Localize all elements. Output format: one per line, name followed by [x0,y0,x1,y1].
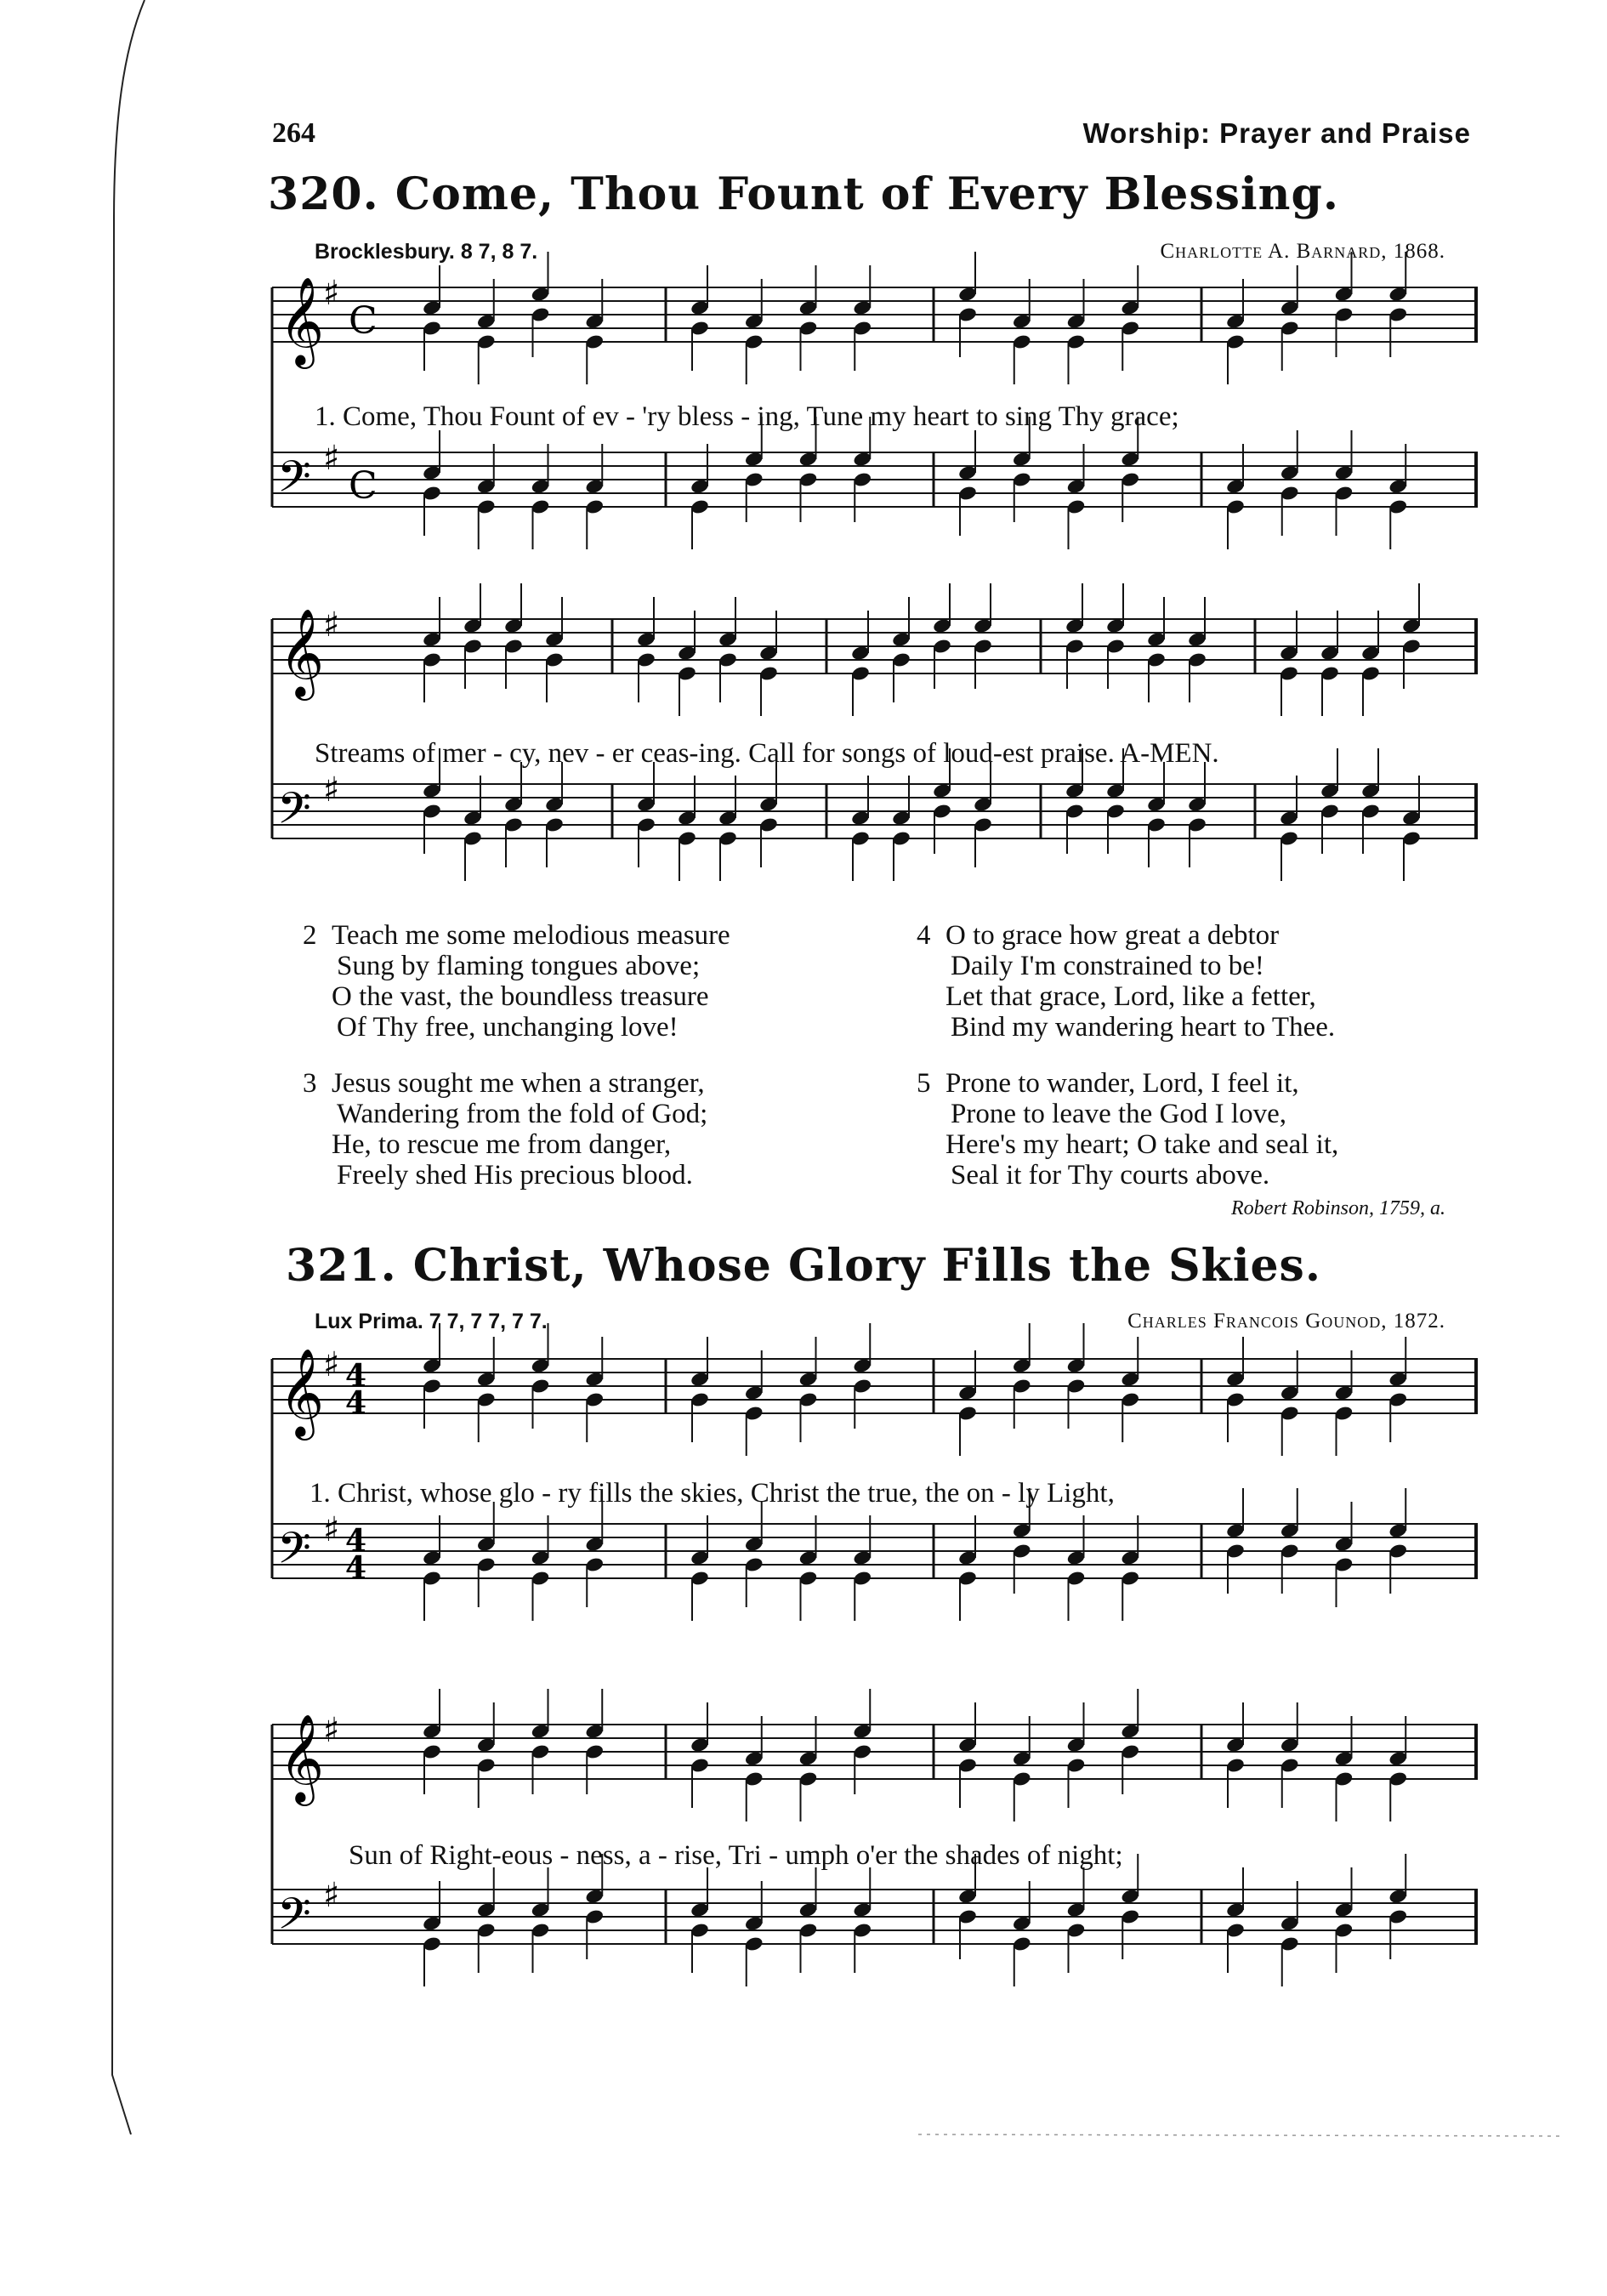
verse-line: Seal it for Thy courts above. [951,1160,1270,1191]
composer-credit: Charles Francois Gounod, 1872. [1127,1310,1445,1333]
key-signature-sharp: ♯ [323,1876,340,1915]
key-signature-sharp: ♯ [323,1510,340,1549]
bass-clef: 𝄢 [277,451,311,513]
treble-clef: 𝄞 [279,608,325,697]
verse-line: Freely shed His precious blood. [337,1160,693,1191]
hymn-title: 321. Christ, Whose Glory Fills the Skies. [286,1240,1321,1292]
verse-line: Prone to leave the God I love, [951,1099,1286,1129]
hymn-title: 320. Come, Thou Fount of Every Blessing. [268,168,1339,220]
key-signature-sharp: ♯ [323,605,340,645]
time-signature: 4 [345,1523,367,1559]
treble-clef: 𝄞 [279,1348,325,1437]
key-signature-sharp: ♯ [323,439,340,478]
verse-line: Of Thy free, unchanging love! [337,1012,679,1043]
key-signature-sharp: ♯ [323,770,340,810]
bottom-edge-smudge [918,2117,1564,2143]
verse-line: Here's my heart; O take and seal it, [945,1129,1339,1160]
verse-block [303,1068,707,1191]
time-signature: 4 [345,1385,367,1421]
section-heading: Worship: Prayer and Praise [1082,117,1471,149]
treble-clef: 𝄞 [279,276,325,366]
bass-clef: 𝄢 [277,1522,311,1584]
time-signature: 4 [345,1550,367,1586]
bass-clef: 𝄢 [277,1888,311,1950]
key-signature-sharp: ♯ [323,1345,340,1384]
verse-line: Let that grace, Lord, like a fetter, [945,981,1316,1012]
page-number: 264 [272,117,315,149]
verse-block [917,1068,1338,1191]
tune-name: Lux Prima. 7 7, 7 7, 7 7. [315,1310,548,1333]
bass-clef: 𝄢 [277,782,311,844]
verse-line: Prone to wander, Lord, I feel it, [945,1068,1299,1099]
verse-number: 3 [303,1068,317,1099]
key-signature-sharp: ♯ [323,274,340,313]
verse-line: Daily I'm constrained to be! [951,951,1264,981]
treble-clef: 𝄞 [279,1713,325,1803]
verse-number: 4 [917,920,931,951]
lyric-line: 1. Come, Thou Fount of ev - 'ry bless - ing, Tune my heart to sing Thy grace; [315,401,1179,432]
key-signature-sharp: ♯ [323,1711,340,1750]
time-signature: C [349,464,378,508]
verse-number: 5 [917,1068,931,1099]
lyric-line: Sun of Right-eous - ness, a - rise, Tri - umph o'er the shades of night; [349,1840,1123,1871]
verse-block [917,920,1335,1043]
time-signature: 4 [345,1358,367,1394]
tune-name: Brocklesbury. 8 7, 8 7. [315,240,538,264]
lyric-line: 1. Christ, whose glo - ry fills the skies, Christ the true, the on - ly Light, [309,1478,1115,1509]
verse-block [303,920,730,1043]
verse-line: O the vast, the boundless treasure [332,981,709,1012]
time-signature: C [349,299,378,343]
verse-line: Bind my wandering heart to Thee. [951,1012,1336,1043]
verse-line: O to grace how great a debtor [945,920,1280,951]
verse-line: Teach me some melodious measure [332,920,730,951]
composer-credit: Charlotte A. Barnard, 1868. [1160,240,1445,263]
verse-line: Sung by flaming tongues above; [337,951,701,981]
verse-line: Wandering from the fold of God; [337,1099,708,1129]
lyric-line: Streams of mer - cy, nev - er ceas-ing. Call for songs of loud-est praise. A-MEN. [315,738,1219,769]
verse-line: Jesus sought me when a stranger, [332,1068,705,1099]
page-edge-curve [102,0,153,2143]
text-credit: Robert Robinson, 1759, a. [1231,1197,1445,1219]
verse-line: He, to rescue me from danger, [332,1129,672,1160]
verse-number: 2 [303,920,317,951]
